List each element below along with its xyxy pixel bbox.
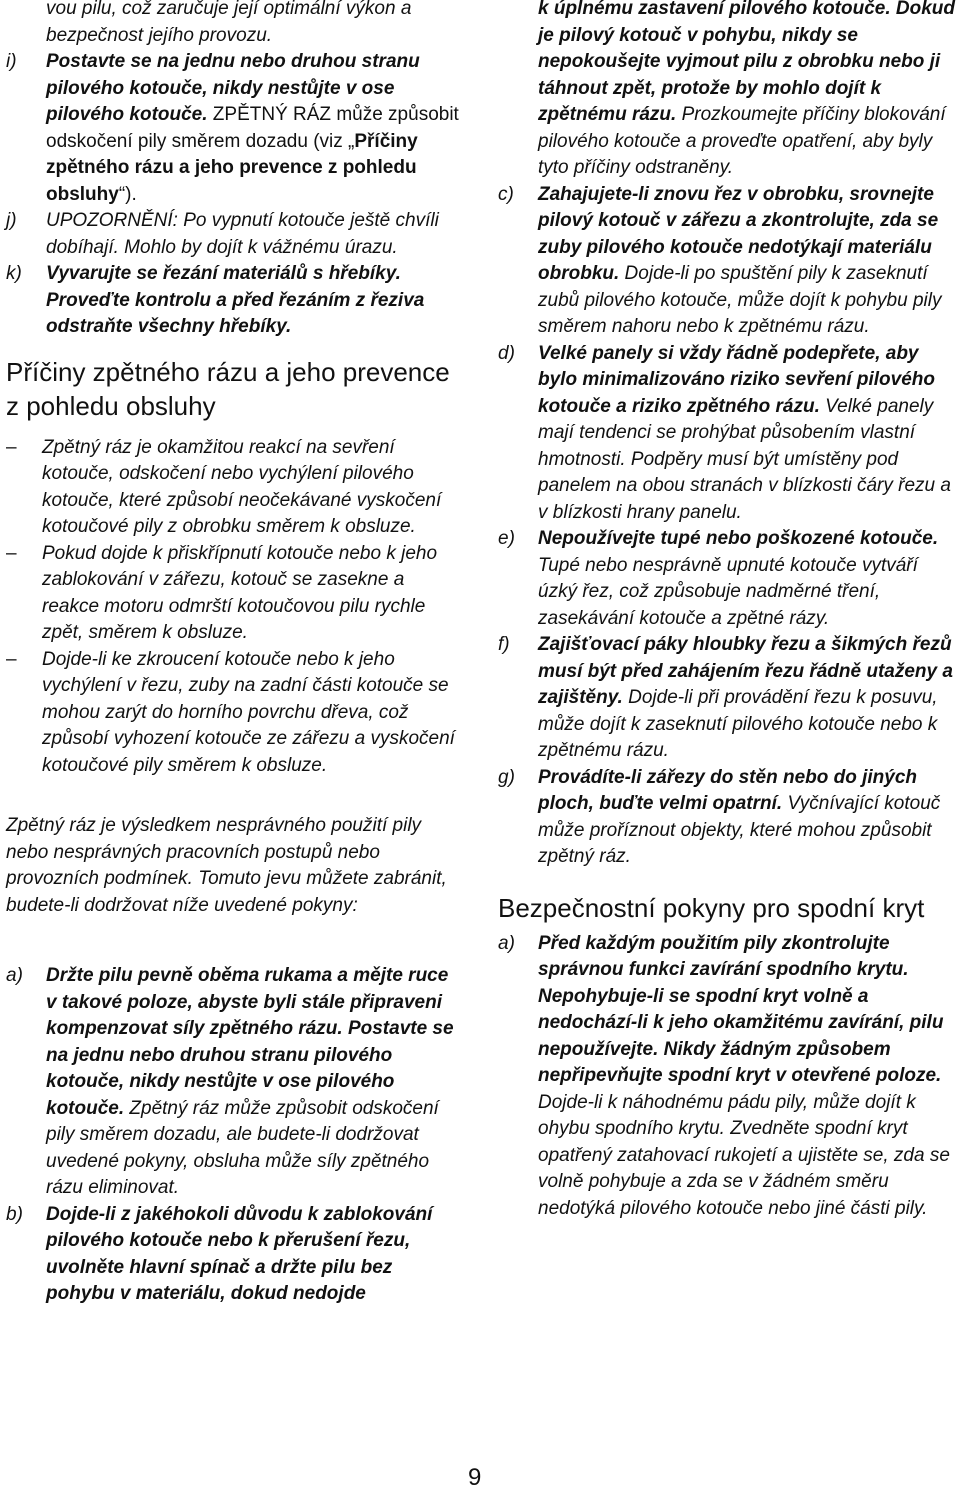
section-heading: Příčiny zpětného rázu a jeho prevence z pohledu obsluhy (6, 356, 450, 421)
bold-text: Držte pilu pevně oběma rukama a mějte ruce v takové poloze, abyste byli stále připraveni kompenzovat síly zpětného rázu. Postavte se na jednu nebo druhou stranu pilového kotouče, nikdy nestůjte v ose pilového kotouče. (46, 965, 454, 1119)
paragraph-text: Dojde-li k náhodnému pádu pily, může dojít k ohybu spodního krytu. Zvedněte spodní kryt opatřený zatahovací rukojetí a ujistěte se, zda se volně pohybuje a zda se v žádném směru nedotýká pilového kotouče nebo jiné části pily. (538, 1091, 950, 1219)
item-b-continuation (498, 0, 956, 182)
bold-text: Nepoužívejte tupé nebo poškozené kotouče. (538, 528, 939, 549)
paragraph-text: Tupé nebo nesprávně upnuté kotouče vytváří úzký řez, což způsobuje nadměrné tření, zasekávání kotouče a zpětné rázy. (538, 554, 918, 629)
list-item-c (498, 182, 956, 341)
list-label: a) (6, 965, 23, 986)
paragraph-text: “). (118, 183, 137, 205)
paragraph-text: Prozkoumejte příčiny blokování pilového kotouče a proveďte opatření, aby byly tyto příčiny odstraněny. (538, 104, 946, 178)
bold-text: Velké panely si vždy řádně podepřete, aby bylo minimalizováno riziko sevření pilového kotouče a riziko zpětného rázu. (538, 342, 935, 417)
paragraph-text: UPOZORNĚNÍ: Po vypnutí kotouče ještě chvíli dobíhají. Mohlo by dojít k vážnému úrazu. (46, 210, 439, 258)
list-label: f) (498, 634, 510, 655)
list-label: g) (498, 766, 515, 788)
dash-mark: – (6, 436, 17, 458)
dash-item (6, 435, 462, 541)
paragraph-text: Vyčnívající kotouč může proříznout objekty, které mohou způsobit zpětný ráz. (538, 793, 941, 867)
intro-paragraph: Zpětný ráz je výsledkem nesprávného použití pily nebo nesprávných pracovních postupů nebo provozních podmínek. Tomuto jevu můžete zabránit, budete-li dodržovat níže uvedené pokyny: (6, 815, 447, 916)
paragraph-text: vou pilu, což zaručuje její optimální výkon a bezpečnost jejího provozu. (46, 0, 412, 46)
paragraph-text: Zpětný ráz může způsobit odskočení pily směrem dozadu, ale budete-li dodržovat uvedené pokyny, obsluha může síly zpětného rázu eliminovat. (46, 1097, 439, 1198)
list-label: j) (6, 210, 17, 231)
bold-text: Vyvarujte se řezání materiálů s hřebíky. Proveďte kontrolu a před řezáním z řeziva odstraňte všechny hřebíky. (46, 263, 425, 337)
list-item-k (6, 261, 462, 341)
item-h-continuation (6, 0, 462, 49)
right-column (498, 0, 956, 1222)
list-item-d (498, 341, 956, 527)
paragraph-text: Dojde-li ke zkroucení kotouče nebo k jeho vychýlení v řezu, zuby na zadní části kotouče se mohou zarýt do horního povrchu dřeva, což způsobí vyhození kotouče ze zářezu a vyskočení kotoučové pily směrem k obsluze. (42, 648, 455, 776)
paragraph-text: Pokud dojde k přiskřípnutí kotouče nebo k jeho zablokování v zářezu, kotouč se zasekne a reakce motoru odmrští kotoučovou pilu rychle zpět, směrem k obsluze. (42, 542, 438, 643)
paragraph-text: Velké panely mají tendenci se prohýbat působením vlastní hmotnosti. Podpěry musí být umístěny pod panelem na obou stranách v blízkosti čáry řezu a v blízkosti hrany panelu. (538, 395, 951, 523)
list-label: d) (498, 342, 515, 364)
list-item-a-cover (498, 931, 956, 1223)
bold-text: Zahajujete-li znovu řez v obrobku, srovnejte pilový kotouč v zářezu a zkontrolujte, zda se zuby pilového kotouče nedotýkají materiálu obrobku. (538, 183, 939, 284)
section-heading: Bezpečnostní pokyny pro spodní kryt (498, 892, 925, 923)
paragraph-text: ZPĚTNÝ RÁZ může způsobit odskočení pily směrem dozadu (viz „ (46, 104, 459, 152)
list-label: e) (498, 528, 515, 549)
bold-text: Zajišťovací páky hloubky řezu a šikmých řezů musí být před zahájením řezu řádně utaženy a zajištěny. (538, 634, 953, 708)
list-item-a (6, 963, 462, 1202)
dash-mark: – (6, 542, 17, 564)
page-number: 9 (468, 1464, 482, 1491)
list-label: k) (6, 263, 22, 284)
list-item-g (498, 765, 956, 871)
bold-text: k úplnému zastavení pilového kotouče. Dokud je pilový kotouč v pohybu, nikdy se nepokoušejte vyjmout pilu z obrobku nebo ji táhnout zpět, protože by mohlo dojít k zpětnému rázu. (538, 0, 956, 125)
paragraph-text: Zpětný ráz je okamžitou reakcí na sevření kotouče, odskočení nebo vychýlení pilového kotouče, které způsobí neočekávané vyskočení kotoučové pily z obrobku směrem k obsluze. (42, 436, 442, 537)
list-item-e (498, 526, 956, 632)
dash-item (6, 541, 462, 647)
dash-mark: – (6, 648, 17, 670)
dash-item (6, 647, 462, 780)
bold-text: Dojde-li z jakéhokoli důvodu k zablokování pilového kotouče nebo k přerušení řezu, uvolněte hlavní spínač a držte pilu bez pohybu v materiálu, dokud nedojde (46, 1203, 433, 1304)
list-label: i) (6, 51, 17, 72)
bold-text: Před každým použitím pily zkontrolujte správnou funkci zavírání spodního krytu. Nepohybuje-li se spodní kryt volně a nedochází-li k jeho okamžitému zavírání, pilu nepoužívejte. Nikdy žádným způsobem nepřipevňujte spodní kryt v otevřené poloze. (538, 932, 944, 1086)
bold-text: Příčiny zpětného rázu a jeho prevence z pohledu obsluhy (46, 130, 418, 205)
list-item-f (498, 632, 956, 765)
list-label: a) (498, 932, 515, 954)
dash-list (6, 435, 462, 780)
list-label: c) (498, 183, 514, 205)
bold-text: Provádíte-li zářezy do stěn nebo do jiných ploch, buďte velmi opatrní. (538, 766, 918, 814)
paragraph-text: Dojde-li po spuštění pily k zaseknutí zubů pilového kotouče, může dojít k pohybu pily směrem nahoru nebo k zpětnému rázu. (538, 263, 942, 337)
list-item-j (6, 208, 462, 261)
list-label: b) (6, 1203, 23, 1225)
bold-text: Postavte se na jednu nebo druhou stranu pilového kotouče, nikdy nestůjte v ose pilového kotouče. (46, 51, 420, 125)
left-column (6, 0, 462, 1308)
paragraph-text: Dojde-li při provádění řezu k posuvu, může dojít k zaseknutí pilového kotouče nebo k zpětnému rázu. (538, 687, 938, 761)
list-item-i (6, 49, 462, 208)
list-item-b (6, 1202, 462, 1308)
